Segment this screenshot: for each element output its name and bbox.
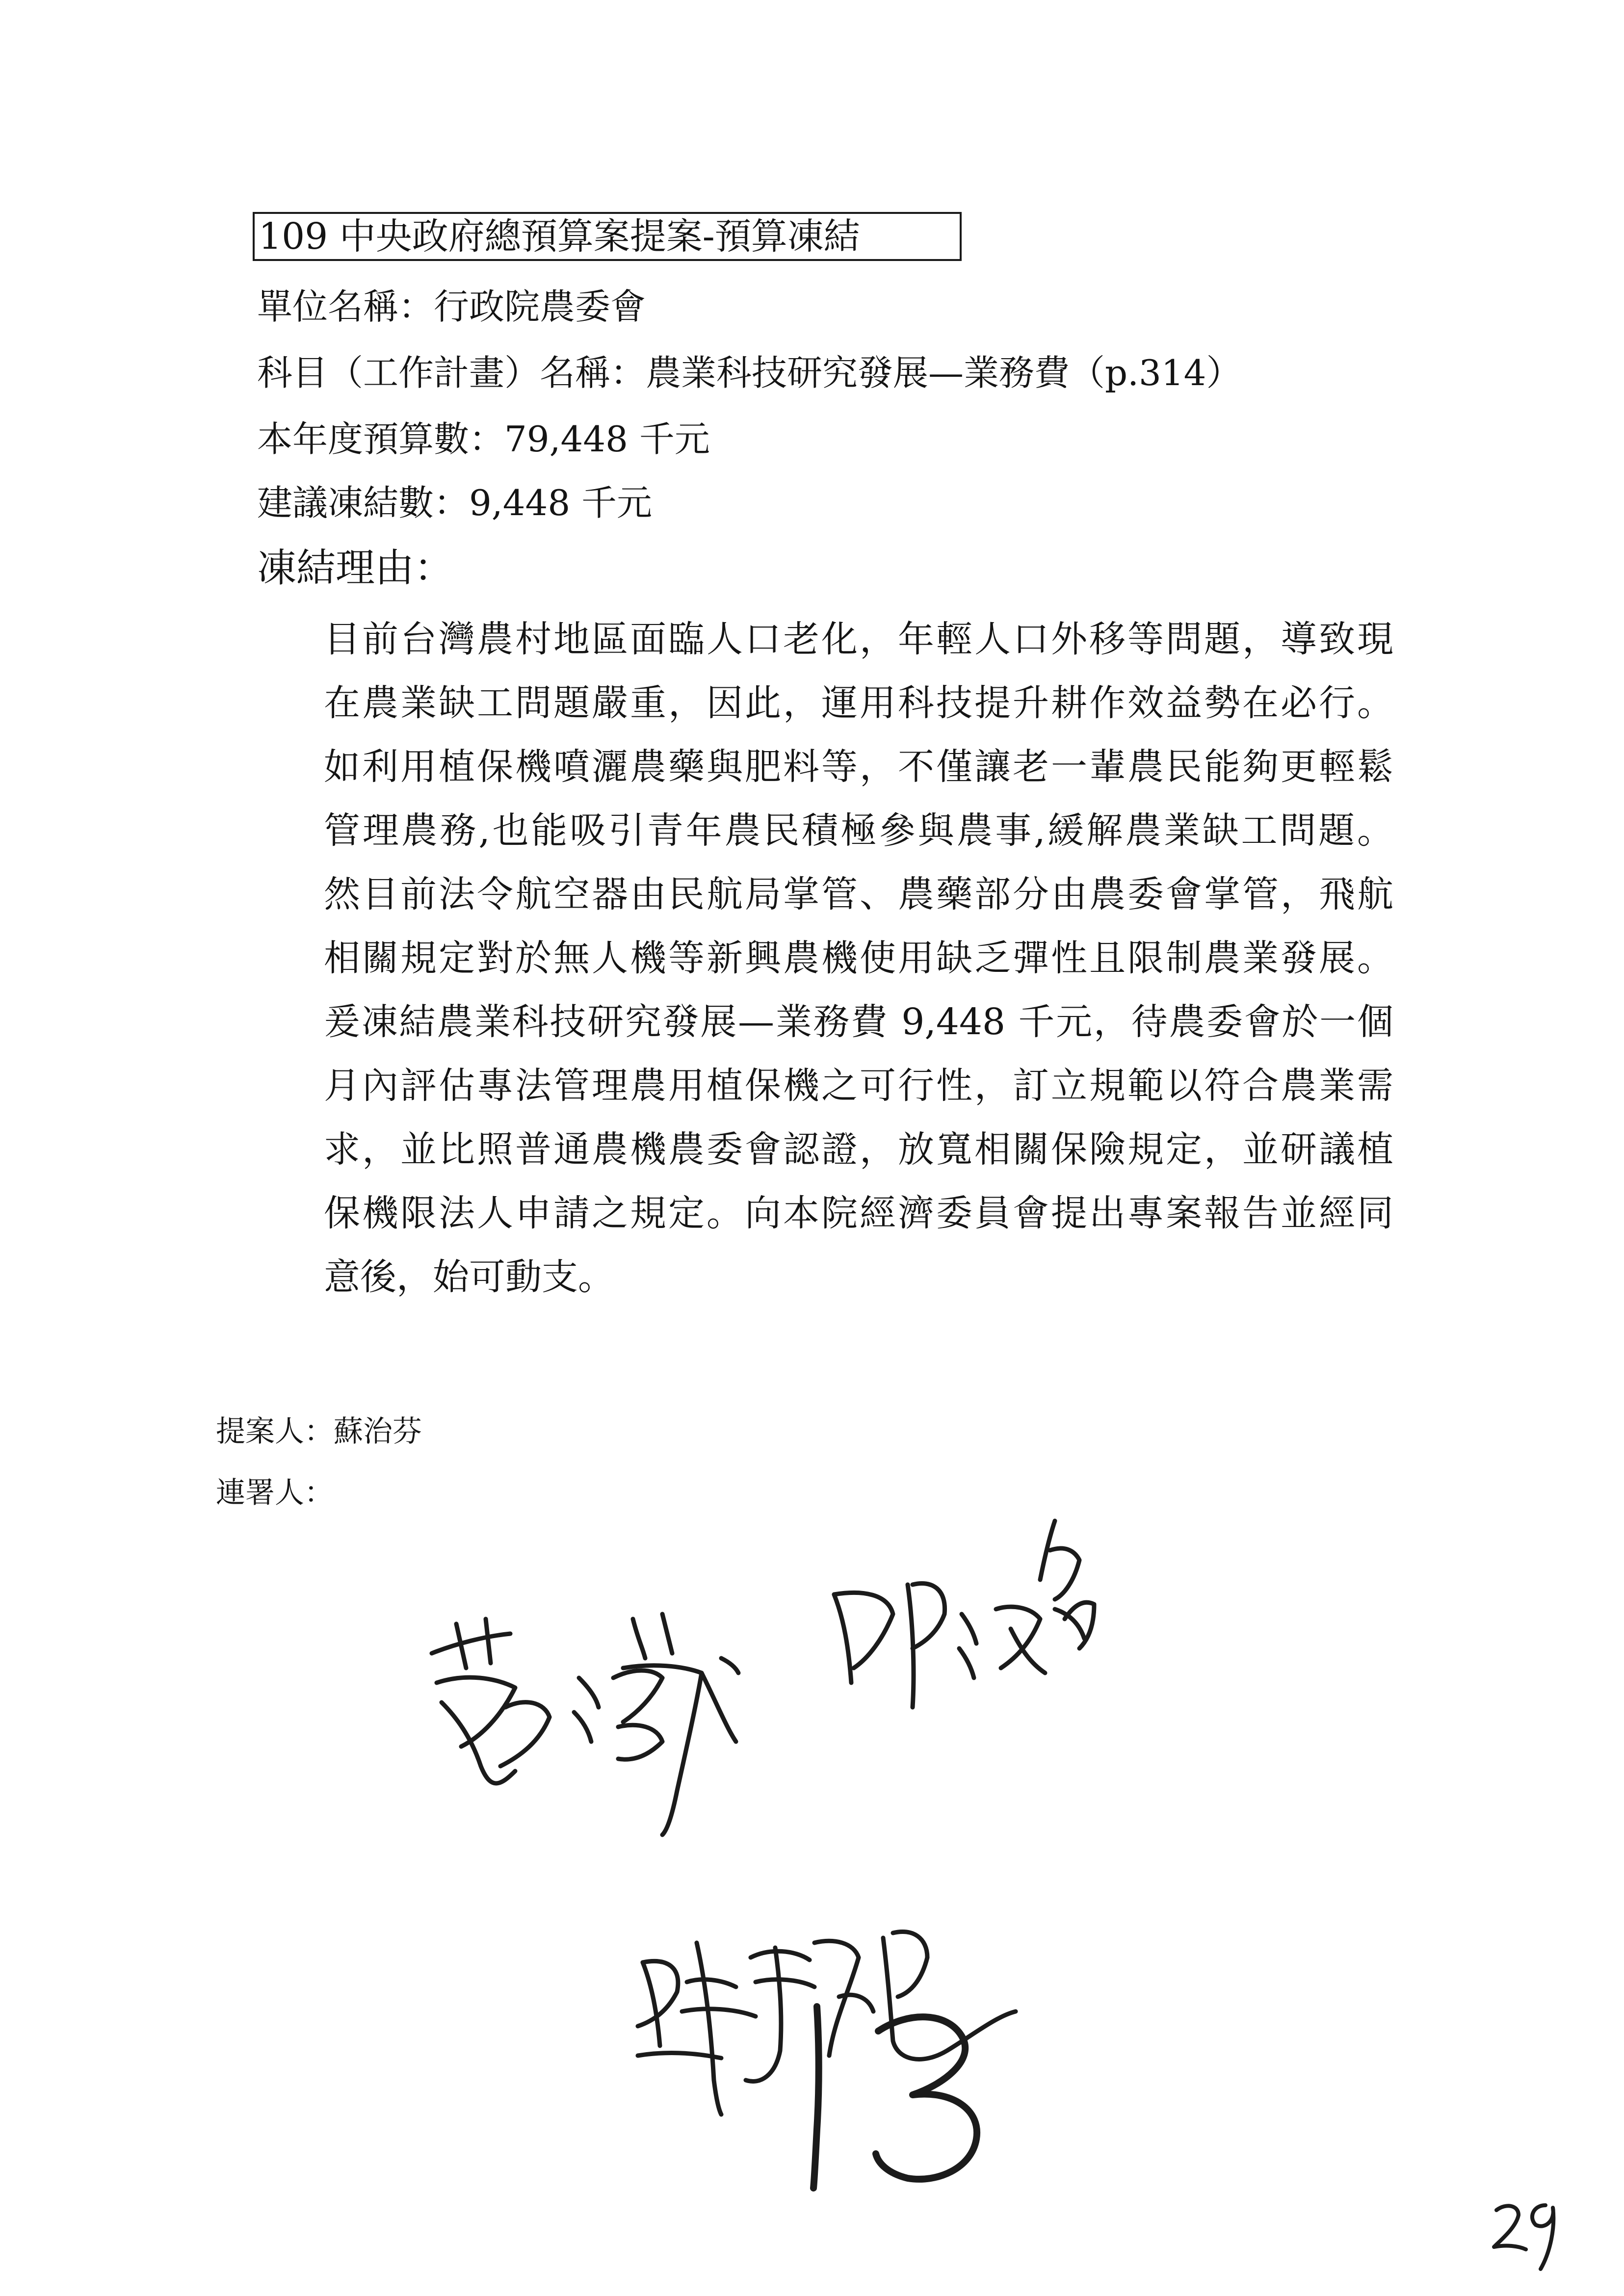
- reason-line: 管理農務,也能吸引青年農民積極參與農事,緩解農業缺工問題。: [324, 809, 1393, 852]
- reason-line: 在農業缺工問題嚴重，因此，運用科技提升耕作效益勢在必行。: [324, 682, 1393, 724]
- handwritten-count-13: [813, 2007, 977, 2188]
- reason-line: 求，並比照普通農機農委會認證，放寬相關保險規定，並研議植: [324, 1128, 1393, 1171]
- signature-su-chih-fen: [432, 1614, 738, 1835]
- reason-line: 如利用植保機噴灑農藥與肥料等，不僅讓老一輩農民能夠更輕鬆: [324, 746, 1393, 788]
- reason-line: 然目前法令航空器由民航局掌管、農藥部分由農委會掌管，飛航: [324, 873, 1393, 915]
- budget-item: 科目（工作計畫）名稱：農業科技研究發展—業務費（p.314）: [257, 352, 1242, 393]
- reason-line: 爰凍結農業科技研究發展—業務費 9,448 千元，待農委會於一個: [324, 1001, 1393, 1043]
- proposer: 提案人：蘇治芬: [216, 1414, 422, 1449]
- freeze-reason-heading: 凍結理由：: [257, 545, 453, 591]
- reason-line: 目前台灣農村地區面臨人口老化，年輕人口外移等問題，導致現: [324, 618, 1393, 660]
- signature-chen-ting-fei: [638, 1931, 1016, 2114]
- reason-line: 月內評估專法管理農用植保機之可行性，訂立規範以符合農業需: [324, 1065, 1393, 1107]
- unit-name: 單位名稱：行政院農委會: [257, 286, 646, 327]
- proposal-title: 109 中央政府總預算案提案-預算凍結: [253, 212, 962, 261]
- freeze-amount: 建議凍結數：9,448 千元: [257, 482, 653, 523]
- reason-line: 相關規定對於無人機等新興農機使用缺乏彈性且限制農業發展。: [324, 937, 1393, 979]
- reason-line: 保機限法人申請之規定。向本院經濟委員會提出專案報告並經同: [324, 1192, 1393, 1234]
- page-number: [1494, 2205, 1553, 2269]
- cosigners-label: 連署人：: [216, 1476, 334, 1510]
- reason-line: 意後，始可動支。: [324, 1256, 614, 1298]
- annual-budget: 本年度預算數：79,448 千元: [257, 418, 710, 460]
- signature-chiu-yi-ying: [834, 1521, 1094, 1707]
